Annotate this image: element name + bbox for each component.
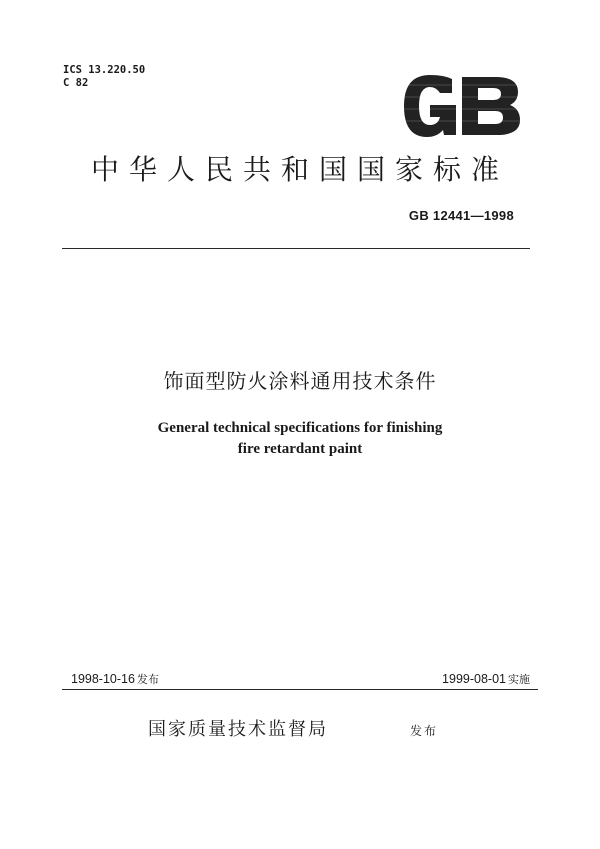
document-title-english-line2: fire retardant paint [237,441,363,457]
header-divider [62,248,530,249]
classification-codes [63,64,145,90]
gb-standard-logo-icon [400,73,522,139]
footer-divider [62,689,538,690]
issue-date: 1998-10-16 [71,672,135,686]
publisher-name: 国家质量技术监督局 [148,719,328,740]
standard-category-title: 中华人民共和国国家标准 [90,153,509,186]
implement-date: 1999-08-01 [442,672,506,686]
document-title-chinese: 饰面型防火涂料通用技术条件 [163,369,437,393]
standard-number: GB 12441—1998 [408,208,514,223]
implement-date-block [442,671,530,688]
publisher-suffix: 发布 [410,724,439,738]
implement-label: 实施 [508,673,530,686]
issue-date-block [71,671,159,688]
ccs-code: C 82 [63,77,89,89]
document-title-english-line1: General technical specifications for finishing [157,420,443,436]
ics-code: ICS 13.220.50 [63,64,146,76]
issue-label: 发布 [136,673,159,686]
